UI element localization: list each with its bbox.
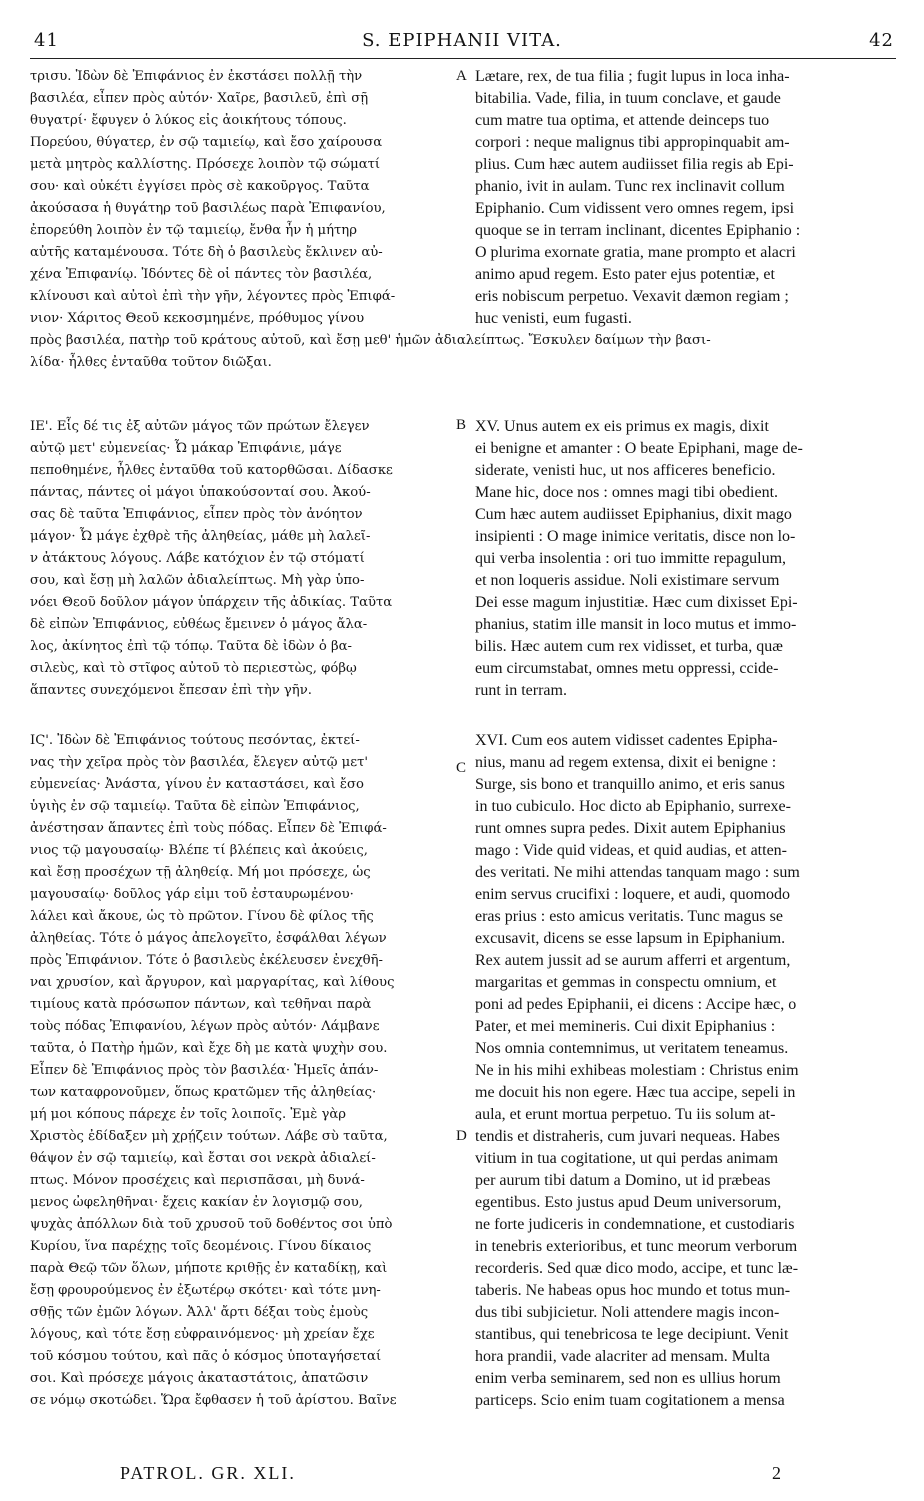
greek-column-chapter-16 — [30, 730, 454, 1412]
text-line: qui verba insolentia : ori tuo immitte repagulum, — [475, 550, 787, 567]
text-line: phanio, ivit in aulam. Tunc rex inclinavit collum — [475, 178, 785, 195]
text-line: enim verba seminarem, sed non es ullius horum — [475, 1370, 781, 1387]
text-line: ἀληθείας. Τότε ὁ μάγος ἀπελογεῖτο, ἐσφάλθαι λέγων — [30, 931, 387, 946]
text-line: siderate, venisti huc, ut nos afficeres beneficio. — [475, 462, 776, 479]
margin-letter-d: D — [456, 1128, 467, 1144]
text-line: ἐπορεύθη λοιπὸν ἐν τῷ ταμιείῳ, ἔνθα ἦν ἡ μήτηρ — [30, 223, 357, 238]
text-line: insipienti : O mage inimice veritatis, disce non lo- — [475, 528, 796, 545]
text-line: Dei esse magum injustitiæ. Hæc cum dixisset Epi- — [475, 594, 798, 611]
text-line: hora prandii, vade alacriter ad mensam. Multa — [475, 1348, 770, 1365]
text-line: τρισυ. Ἰδὼν δὲ Ἐπιφάνιος ἐν ἐκστάσει πολλῇ τὴν — [30, 69, 363, 84]
text-line: ΙϚ'. Ἰδὼν δὲ Ἐπιφάνιος τούτους πεσόντας, ἐκτεί- — [30, 733, 360, 748]
text-line: in tenebris exterioribus, et tunc meorum verborum — [475, 1238, 798, 1255]
text-line: in tuo cubiculo. Hoc dicto ab Epiphanio, surrexe- — [475, 798, 791, 815]
text-line: πτως. Μόνον προσέχεις καὶ περισπᾶσαι, μὴ δυνά- — [30, 1173, 365, 1188]
greek-spanning-lines — [30, 330, 900, 374]
text-line: μαγουσαίῳ· δοῦλος γάρ εἰμι τοῦ ἐσταυρωμένου· — [30, 887, 354, 902]
text-line: me docuit his non egere. Hæc tua accipe, sepeli in — [475, 1084, 796, 1101]
text-line: τοὺς πόδας Ἐπιφανίου, λέγων πρὸς αὐτόν· Λάμβανε — [30, 1019, 380, 1034]
text-line: stantibus, qui tenebricosa te lege decipiunt. Venit — [475, 1326, 789, 1343]
text-line: νιος τῷ μαγουσαίῳ· Βλέπε τί βλέπεις καὶ ἀκούεις, — [30, 843, 368, 858]
text-line: excusavit, dicens se esse lapsum in Epiphanium. — [475, 930, 786, 947]
margin-letter-b: B — [456, 417, 467, 433]
text-line: eras prius : esto amicus veritatis. Tunc magus se — [475, 908, 783, 925]
text-line: ὑγιὴς ἐν σῷ ταμιείῳ. Ταῦτα δὲ εἰπὼν Ἐπιφάνιος, — [30, 799, 360, 814]
text-line: O plurima exornate gratia, mane prompto et alacri — [475, 244, 796, 261]
footer-signature: 2 — [772, 1463, 783, 1483]
text-line: παρὰ Θεῷ τῶν ὅλων, μήποτε κριθῇς ἐν καταδίκῃ, καὶ — [30, 1261, 388, 1276]
text-line: σε νόμῳ σκοτώδει. Ὥρα ἔφθασεν ἡ τοῦ ἀρίστου. Βαῖνε — [30, 1393, 397, 1408]
text-line: particeps. Scio enim tuam cogitationem a mensa — [475, 1392, 785, 1409]
text-line: αὐτῷ μετ' εὐμενείας· Ὦ μάκαρ Ἐπιφάνιε, μάγε — [30, 441, 342, 456]
text-line: πρὸς Ἐπιφάνιον. Τότε ὁ βασιλεὺς ἐκέλευσεν ἐνεχθῆ- — [30, 953, 383, 968]
text-line: καὶ ἔσῃ προσέχων τῇ ἀληθείᾳ. Μή μοι πρόσεχε, ὡς — [30, 865, 371, 880]
text-line: Εἶπεν δὲ Ἐπιφάνιος πρὸς τὸν βασιλέα· Ἡμεῖς ἁπάν- — [30, 1063, 379, 1078]
text-line: Κυρίου, ἵνα παρέχῃς τοῖς δεομένοις. Γίνου δίκαιος — [30, 1239, 372, 1254]
text-line: Cum hæc autem audiisset Epiphanius, dixit mago — [475, 506, 792, 523]
text-line: XVI. Cum eos autem vidisset cadentes Epipha- — [475, 732, 778, 749]
text-line: dus tibi subjicietur. Noli attendere magis incon- — [475, 1304, 780, 1321]
text-line: θυγατρί· ἔφυγεν ὁ λύκος εἰς ἀοικήτους τόπους. — [30, 113, 347, 128]
text-line: aula, et erunt mortua perpetuo. Tu iis solum at- — [475, 1106, 776, 1123]
text-line: ἀνέστησαν ἅπαντες ἐπὶ τοὺς πόδας. Εἶπεν δὲ Ἐπιφά- — [30, 821, 387, 836]
text-line: poni ad pedes Epiphanii, ei dicens : Accipe hæc, o — [475, 996, 797, 1013]
text-line: ναι χρυσίον, καὶ ἄργυρον, καὶ μαργαρίτας, καὶ λίθους — [30, 975, 395, 990]
text-line: μετὰ μητρὸς καλλίστης. Πρόσεχε λοιπὸν τῷ σώματί — [30, 157, 381, 172]
text-line: quoque se in terram inclinant, dicentes Epiphanio : — [475, 222, 801, 239]
text-line: νόει Θεοῦ δοῦλον μάγον ὑπάρχειν τῆς ἀδικίας. Ταῦτα — [30, 595, 393, 610]
margin-letter-c: C — [456, 760, 467, 776]
text-line: ΙΕ'. Εἷς δέ τις ἐξ αὐτῶν μάγος τῶν πρώτων ἔλεγεν — [30, 419, 370, 434]
latin-column-chapter-16 — [475, 730, 895, 1412]
text-line: eris nobiscum perpetuo. Vexavit dæmon regiam ; — [475, 288, 789, 305]
text-line: taberis. Ne habeas opus hoc mundo et totus mun- — [475, 1282, 791, 1299]
text-line: Χριστὸς ἐδίδαξεν μὴ χρῄζειν τούτων. Λάβε σὺ ταῦτα, — [30, 1129, 388, 1144]
text-line: runt in terram. — [475, 682, 567, 699]
text-line: mago : Vide quid videas, et quid audias, et atten- — [475, 842, 787, 859]
page-title: S. EPIPHANII VITA. — [362, 30, 562, 51]
text-line: δὲ εἰπὼν Ἐπιφάνιος, εὐθέως ἔμεινεν ὁ μάγος ἄλα- — [30, 617, 368, 632]
text-line: bitabilia. Vade, filia, in tuum conclave, et gaude — [475, 90, 781, 107]
text-line: σθῇς τῶν ἐμῶν λόγων. Ἀλλ' ἄρτι δέξαι τοὺς ἐμοὺς — [30, 1305, 369, 1320]
text-line: σοι. Καὶ πρόσεχε μάγοις ἀκαταστάτοις, ἀπατῶσιν — [30, 1371, 369, 1386]
footer-series: PATROL. GR. XLI. — [120, 1463, 296, 1483]
latin-column-chapter-15 — [475, 416, 895, 702]
text-line: λος, ἀκίνητος ἐπὶ τῷ τόπῳ. Ταῦτα δὲ ἰδὼν ὁ βα- — [30, 639, 353, 654]
text-line: πάντας, πάντες οἱ μάγοι ὑπακούσονταί σου. Ἀκού- — [30, 485, 371, 500]
text-line: bilis. Hæc autem cum rex vidisset, et turba, quæ — [475, 638, 783, 655]
text-line: huc venisti, eum fugasti. — [475, 310, 632, 327]
text-line: βασιλέα, εἶπεν πρὸς αὐτόν· Χαῖρε, βασιλεῦ, ἐπὶ σῇ — [30, 91, 369, 106]
text-line: σου· καὶ οὐκέτι ἐγγίσει πρὸς σὲ κακοῦργος. Ταῦτα — [30, 179, 370, 194]
latin-column-top — [475, 66, 895, 330]
text-line: θάψον ἐν σῷ ταμιείῳ, καὶ ἔσται σοι νεκρὰ ἀδιαλεί- — [30, 1151, 376, 1166]
text-line: ei benigne et amanter : O beate Epiphani, mage de- — [475, 440, 803, 457]
text-line: des veritati. Ne mihi attendas tanquam mago : sum — [475, 864, 800, 881]
text-line: Πορεύου, θύγατερ, ἐν σῷ ταμιείῳ, καὶ ἔσο χαίρουσα — [30, 135, 383, 150]
text-line: ταῦτα, ὁ Πατὴρ ἡμῶν, καὶ ἔχε δὴ με κατὰ ψυχὴν σου. — [30, 1041, 388, 1056]
text-line: αὐτῆς καταμένουσα. Τότε δὴ ὁ βασιλεὺς ἔκλινεν αὐ- — [30, 245, 383, 260]
page-number-right: 42 — [869, 30, 894, 51]
text-line: recorderis. Sed quæ dico modo, accipe, et tunc læ- — [475, 1260, 799, 1277]
text-line: των καταφρονοῦμεν, ὅπως κρατῶμεν τῆς ἀληθείας· — [30, 1085, 377, 1100]
text-line: margaritas et gemmas in conspectu omnium, et — [475, 974, 777, 991]
text-line: nius, manu ad regem extensa, dixit ei benigne : — [475, 754, 777, 771]
text-line: Ne in his mihi exhibeas molestiam : Christus enim — [475, 1062, 799, 1079]
text-line: τοῦ κόσμου τούτου, καὶ πᾶς ὁ κόσμος ὑποταγήσεταί — [30, 1349, 382, 1364]
text-line: Mane hic, doce nos : omnes magi tibi obedient. — [475, 484, 779, 501]
text-line: Rex autem jussit ad se aurum afferri et argentum, — [475, 952, 791, 969]
text-line: σιλεὺς, καὶ τὸ στῖφος αὐτοῦ τὸ περιεστὼς, φόβῳ — [30, 661, 357, 676]
text-line: Lætare, rex, de tua filia ; fugit lupus in loca inha- — [475, 68, 790, 85]
text-line: λάλει καὶ ἄκουε, ὡς τὸ πρῶτον. Γίνου δὲ φίλος τῆς — [30, 909, 374, 924]
text-line: XV. Unus autem ex eis primus ex magis, dixit — [475, 418, 769, 435]
text-line: egentibus. Esto justus apud Deum universorum, — [475, 1194, 782, 1211]
text-line: ἀκούσασα ἡ θυγάτηρ τοῦ βασιλέως παρὰ Ἐπιφανίου, — [30, 201, 386, 216]
text-line: eum circumstabat, omnes metu oppressi, ccide- — [475, 660, 779, 677]
text-line: Nos omnia contemnimus, ut veritatem teneamus. — [475, 1040, 789, 1057]
text-line: μάγον· Ὦ μάγε ἐχθρὲ τῆς ἀληθείας, μάθε μὴ λαλεῖ- — [30, 529, 371, 544]
text-line: tendis et distraheris, cum juvari nequeas. Habes — [475, 1128, 780, 1145]
text-line: vitium in tua cogitatione, ut qui perdas animam — [475, 1150, 779, 1167]
text-line: νιον· Χάριτος Θεοῦ κεκοσμημένε, πρόθυμος γίνου — [30, 311, 365, 326]
text-line: μή μοι κόπους πάρεχε ἐν τοῖς λοιποῖς. Ἐμὲ γὰρ — [30, 1107, 347, 1122]
text-line: τιμίους κατὰ πρόσωπον πάντων, καὶ τεθῆναι παρὰ — [30, 997, 372, 1012]
text-line: cum matre tua optima, et attende deinceps tuo — [475, 112, 770, 129]
text-line: runt omnes supra pedes. Dixit autem Epiphanius — [475, 820, 786, 837]
text-line: νας τὴν χεῖρα πρὸς τὸν βασιλέα, ἔλεγεν αὐτῷ μετ' — [30, 755, 368, 770]
text-line: λόγους, καὶ τότε ἔσῃ εὐφραινόμενος· μὴ χρείαν ἔχε — [30, 1327, 375, 1342]
text-line: πρὸς βασιλέα, πατὴρ τοῦ κράτους αὐτοῦ, καὶ ἔσῃ μεθ' ἡμῶν ἀδιαλείπτως. Ἔσκυλεν δαίμων τὴν βασι- — [30, 333, 711, 348]
text-line: πεποθημένε, ἦλθες ἐνταῦθα τοῦ κατορθῶσαι. Δίδασκε — [30, 463, 393, 478]
text-line: corpori : neque malignus tibi appropinquabit am- — [475, 134, 790, 151]
text-line: et non loqueris assidue. Noli existimare servum — [475, 572, 780, 589]
text-line: enim servus crucifixi : loquere, et audi, quomodo — [475, 886, 791, 903]
text-line: phanius, statim ille mansit in loco mutus et immo- — [475, 616, 797, 633]
greek-column-chapter-15 — [30, 416, 454, 702]
page-number-left: 41 — [34, 30, 59, 51]
text-line: ἔσῃ φρουρούμενος ἐν ἐξωτέρῳ σκότει· καὶ τότε μνη- — [30, 1283, 381, 1298]
text-line: κλίνουσι καὶ αὐτοὶ ἐπὶ τὴν γῆν, λέγοντες πρὸς Ἐπιφά- — [30, 289, 396, 304]
text-line: εὐμενείας· Ἀνάστα, γίνου ἐν καταστάσει, καὶ ἔσο — [30, 777, 364, 792]
text-line: σου, καὶ ἔσῃ μὴ λαλῶν ἀδιαλείπτως. Μὴ γὰρ ὑπο- — [30, 573, 365, 588]
margin-letter-a: A — [456, 68, 467, 84]
text-line: ἅπαντες συνεχόμενοι ἔπεσαν ἐπὶ τὴν γῆν. — [30, 683, 312, 698]
text-line: ψυχὰς ἀπόλλων διὰ τοῦ χρυσοῦ τοῦ δοθέντος σοι ὑπὸ — [30, 1217, 393, 1232]
text-line: animo apud regem. Esto pater ejus potentiæ, et — [475, 266, 775, 283]
running-header — [0, 30, 924, 60]
text-line: Pater, et mei memineris. Cui dixit Epiphanius : — [475, 1018, 776, 1035]
text-line: ν ἀτάκτους λόγους. Λάβε κατόχιον ἐν τῷ στόματί — [30, 551, 365, 566]
text-line: ne forte judiceris in condemnatione, et custodiaris — [475, 1216, 795, 1233]
text-line: χένα Ἐπιφανίῳ. Ἰδόντες δὲ οἱ πάντες τὸν βασιλέα, — [30, 267, 373, 282]
text-line: μενος ὠφεληθῆναι· ἔχεις κακίαν ἐν λογισμῷ σου, — [30, 1195, 363, 1210]
greek-column-top — [30, 66, 454, 330]
text-line: Epiphanio. Cum vidissent vero omnes regem, ipsi — [475, 200, 795, 217]
header-rule — [30, 58, 896, 59]
text-line: plius. Cum hæc autem audiisset filia regis ab Epi- — [475, 156, 794, 173]
text-line: per aurum tibi datum a Domino, ut id præbeas — [475, 1172, 771, 1189]
text-line: λίδα· ἦλθες ἐνταῦθα τοῦτον διῶξαι. — [30, 355, 272, 370]
text-line: σας δὲ ταῦτα Ἐπιφάνιος, εἶπεν πρὸς τὸν ἀνόητον — [30, 507, 363, 522]
text-line: Surge, sis bono et tranquillo animo, et eris sanus — [475, 776, 785, 793]
